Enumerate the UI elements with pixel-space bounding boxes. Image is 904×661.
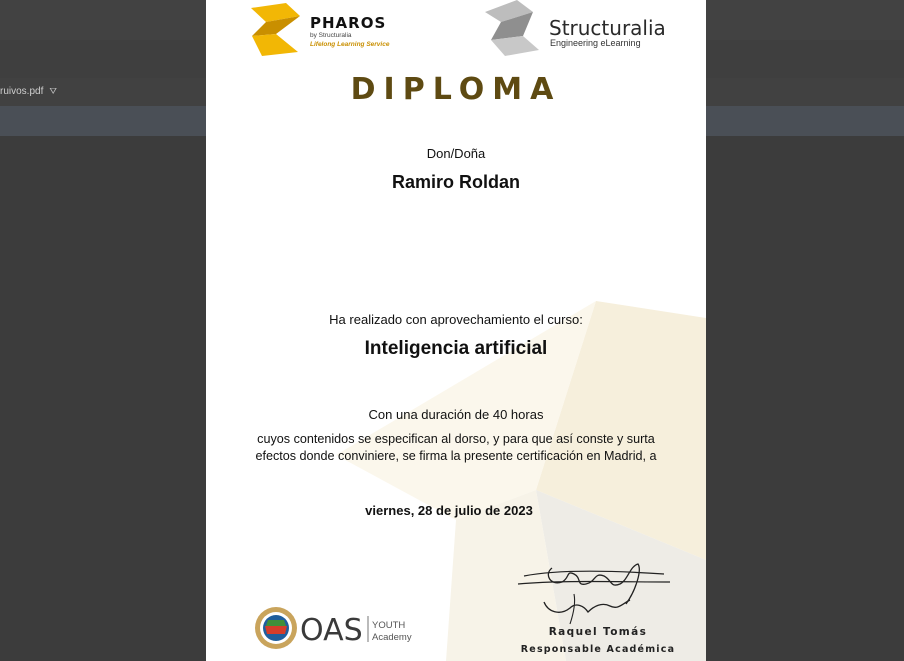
signer-role: Responsable Académica [520,644,676,655]
pharos-mark-icon [248,0,393,56]
recipient-name: Ramiro Roldan [391,172,520,192]
course-intro: Ha realizado con aprovechamiento el curso: [329,312,583,327]
oas-youth-academy-logo [252,604,412,652]
diploma-title: DIPLOMA [350,72,562,107]
oas-sub1: YOUTH [372,620,406,631]
oas-sub2: Academy [372,632,412,643]
drive-icon: ⛛ [49,86,57,96]
certificate-text-line-2: efectos donde conviniere, se firma la presente certificación en Madrid, a [255,449,657,463]
salutation: Don/Doña [426,146,486,161]
pharos-logo [248,0,393,56]
issue-date: viernes, 28 de julio de 2023 [365,503,533,518]
structuralia-logo [483,0,673,56]
file-name-text: ruivos.pdf [0,86,44,97]
file-name-label[interactable] [0,86,57,97]
oas-name: OAS [300,613,363,648]
course-duration: Con una duración de 40 horas [368,407,544,422]
structuralia-name: Structuralia [549,16,666,40]
signer-name: Raquel Tomás [548,626,648,638]
course-title: Inteligencia artificial [364,338,548,359]
structuralia-tagline: Engineering eLearning [550,38,641,48]
structuralia-mark-icon [483,0,673,56]
diploma-page [206,0,706,661]
pharos-tagline: Lifelong Learning Service [310,41,390,48]
pharos-by: by Structuralia [310,32,352,39]
certificate-text-line-1: cuyos contenidos se especifican al dorso, y para que así conste y surta [257,432,655,446]
pharos-name: PHAROS [310,14,387,32]
signature-image [514,560,674,628]
